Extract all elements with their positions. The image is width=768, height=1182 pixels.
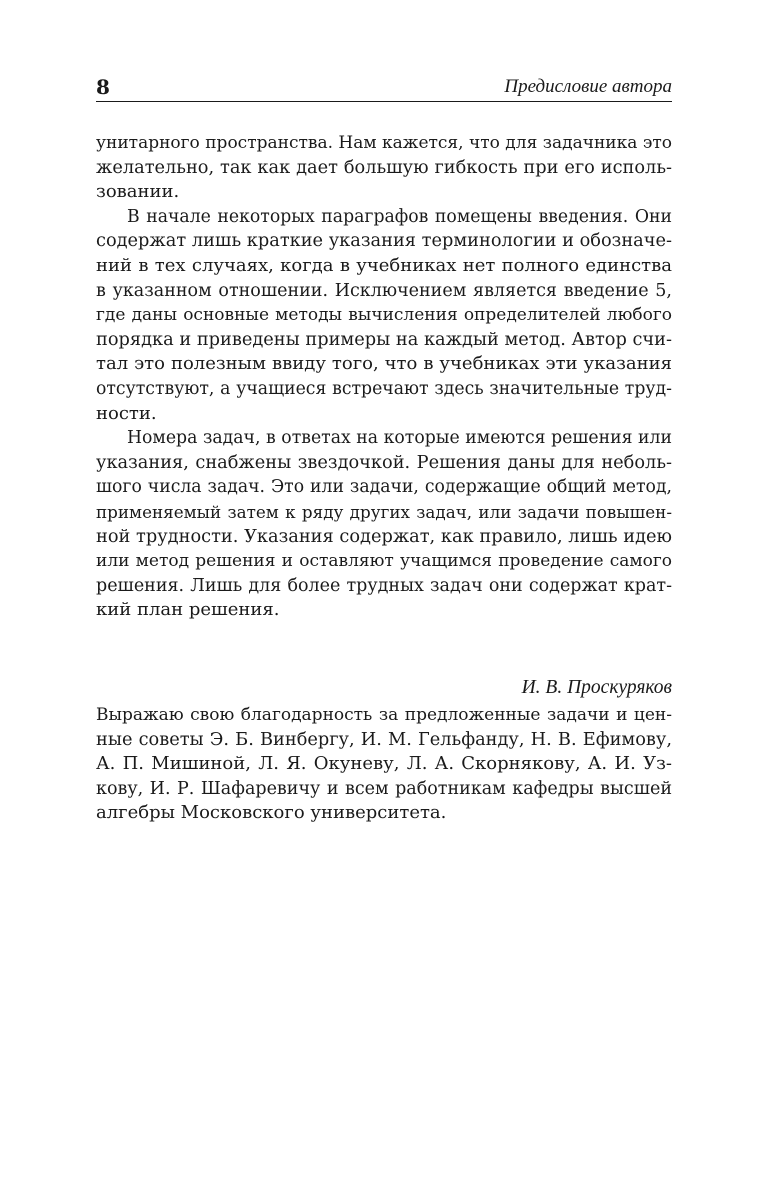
paragraph-1 <box>96 131 672 205</box>
paragraph-3 <box>96 426 672 623</box>
text-line: в указанном отношении. Исключением является введение 5, <box>96 280 672 301</box>
acknowledgement-paragraph <box>96 703 672 826</box>
text-line: порядка и приведены примеры на каждый метод. Автор счи- <box>96 329 672 350</box>
text-line: кову, И. Р. Шафаревичу и всем работникам кафедры высшей <box>96 778 672 799</box>
text-line: зовании. <box>96 181 180 203</box>
header-rule <box>96 101 672 102</box>
text-line: где даны основные методы вычисления определителей любого <box>96 305 672 326</box>
text-line: применяемый затем к ряду других задач, или задачи повышен- <box>96 501 672 522</box>
text-line: ные советы Э. Б. Винбергу, И. М. Гельфанду, Н. В. Ефимову, <box>96 729 672 750</box>
text-line: или метод решения и оставляют учащимся проведение самого <box>96 551 672 572</box>
text-line: указания, снабжены звездочкой. Решения даны для неболь- <box>96 452 672 473</box>
text-line: шого числа задач. Это или задачи, содержащие общий метод, <box>96 477 672 498</box>
text-line: Выражаю свою благодарность за предложенные задачи и цен- <box>96 705 672 725</box>
paragraph-2 <box>96 205 672 426</box>
text-line: ний в тех случаях, когда в учебниках нет полного единства <box>96 254 672 276</box>
text-line: тал это полезным ввиду того, что в учебниках эти указания <box>96 353 672 375</box>
text-line: желательно, так как дает большую гибкость при его исполь- <box>96 157 672 178</box>
text-line: кий план решения. <box>96 599 280 621</box>
text-line: В начале некоторых параграфов помещены введения. Они <box>127 206 672 227</box>
text-line: отсутствуют, а учащиеся встречают здесь значительные труд- <box>96 378 672 399</box>
text-line: алгебры Московского университета. <box>96 802 447 824</box>
running-title: Предисловие автора <box>504 76 672 97</box>
author-signature: И. В. Проскуряков <box>521 677 672 698</box>
text-line: унитарного пространства. Нам кажется, что для задачника это <box>96 133 672 153</box>
page-number: 8 <box>96 75 110 99</box>
text-line: ной трудности. Указания содержат, как правило, лишь идею <box>96 526 672 547</box>
running-header <box>96 74 672 100</box>
acknowledgement <box>96 703 672 826</box>
text-line: содержат лишь краткие указания терминологии и обозначе- <box>96 231 672 252</box>
text-line: решения. Лишь для более трудных задач они содержат крат- <box>96 575 672 596</box>
text-line: ности. <box>96 402 157 424</box>
text-line: Номера задач, в ответах на которые имеются решения или <box>127 428 672 449</box>
text-line: А. П. Мишиной, Л. Я. Окуневу, Л. А. Скорнякову, А. И. Уз- <box>96 753 672 775</box>
preface-body <box>96 131 672 623</box>
